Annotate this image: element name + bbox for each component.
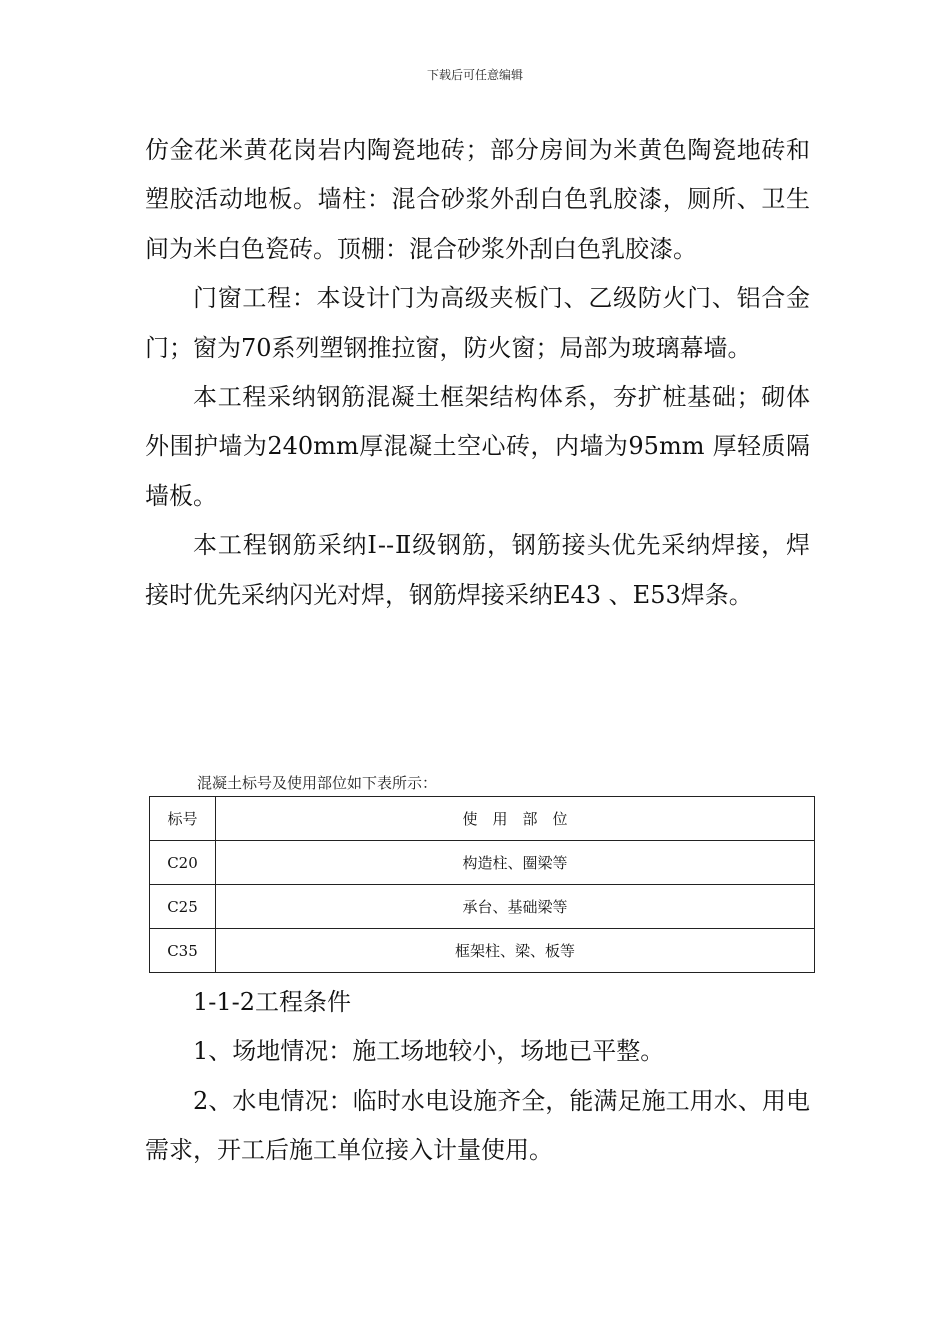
usage-cell: 构造柱、圈梁等 [216, 841, 815, 885]
paragraph-finishes: 仿金花米黄花岗岩内陶瓷地砖；部分房间为米黄色陶瓷地砖和塑胶活动地板。墙柱：混合砂浆外刮白色乳胶漆，厕所、卫生间为米白色瓷砖。顶棚：混合砂浆外刮白色乳胶漆。 [145, 136, 810, 263]
page-header: 下载后可任意编辑 [426, 68, 523, 82]
table-row [150, 885, 815, 929]
section-heading: 1-1-2工程条件 [193, 988, 352, 1016]
table-header-row [150, 797, 815, 841]
paragraph-rebar: 本工程钢筋采纳Ⅰ--Ⅱ级钢筋，钢筋接头优先采纳焊接，焊接时优先采纳闪光对焊，钢筋焊接采纳E43 、E53焊条。 [145, 531, 810, 609]
condition-site: 1、场地情况：施工场地较小，场地已平整。 [193, 1037, 665, 1066]
concrete-grade-table [149, 796, 815, 973]
grade-cell: C35 [150, 929, 216, 973]
grade-cell: C20 [150, 841, 216, 885]
table-row [150, 929, 815, 973]
usage-cell: 框架柱、梁、板等 [216, 929, 815, 973]
usage-cell: 承台、基础梁等 [216, 885, 815, 929]
paragraph-structure: 本工程采纳钢筋混凝土框架结构体系，夯扩桩基础；砌体外围护墙为240mm厚混凝土空心砖，内墙为95mm 厚轻质隔墙板。 [145, 383, 810, 510]
grade-cell: C25 [150, 885, 216, 929]
paragraph-doors-windows: 门窗工程：本设计门为高级夹板门、乙级防火门、铝合金门；窗为70系列塑钢推拉窗，防火窗；局部为玻璃幕墙。 [145, 284, 810, 362]
condition-utilities: 2、水电情况：临时水电设施齐全，能满足施工用水、用电需求，开工后施工单位接入计量使用。 [145, 1086, 810, 1165]
table-row [150, 841, 815, 885]
body-text [145, 126, 810, 620]
header-grade: 标号 [150, 797, 216, 841]
header-usage: 使 用 部 位 [216, 797, 815, 841]
table-caption: 混凝土标号及使用部位如下表所示： [197, 774, 438, 792]
conditions-section [145, 978, 810, 1176]
